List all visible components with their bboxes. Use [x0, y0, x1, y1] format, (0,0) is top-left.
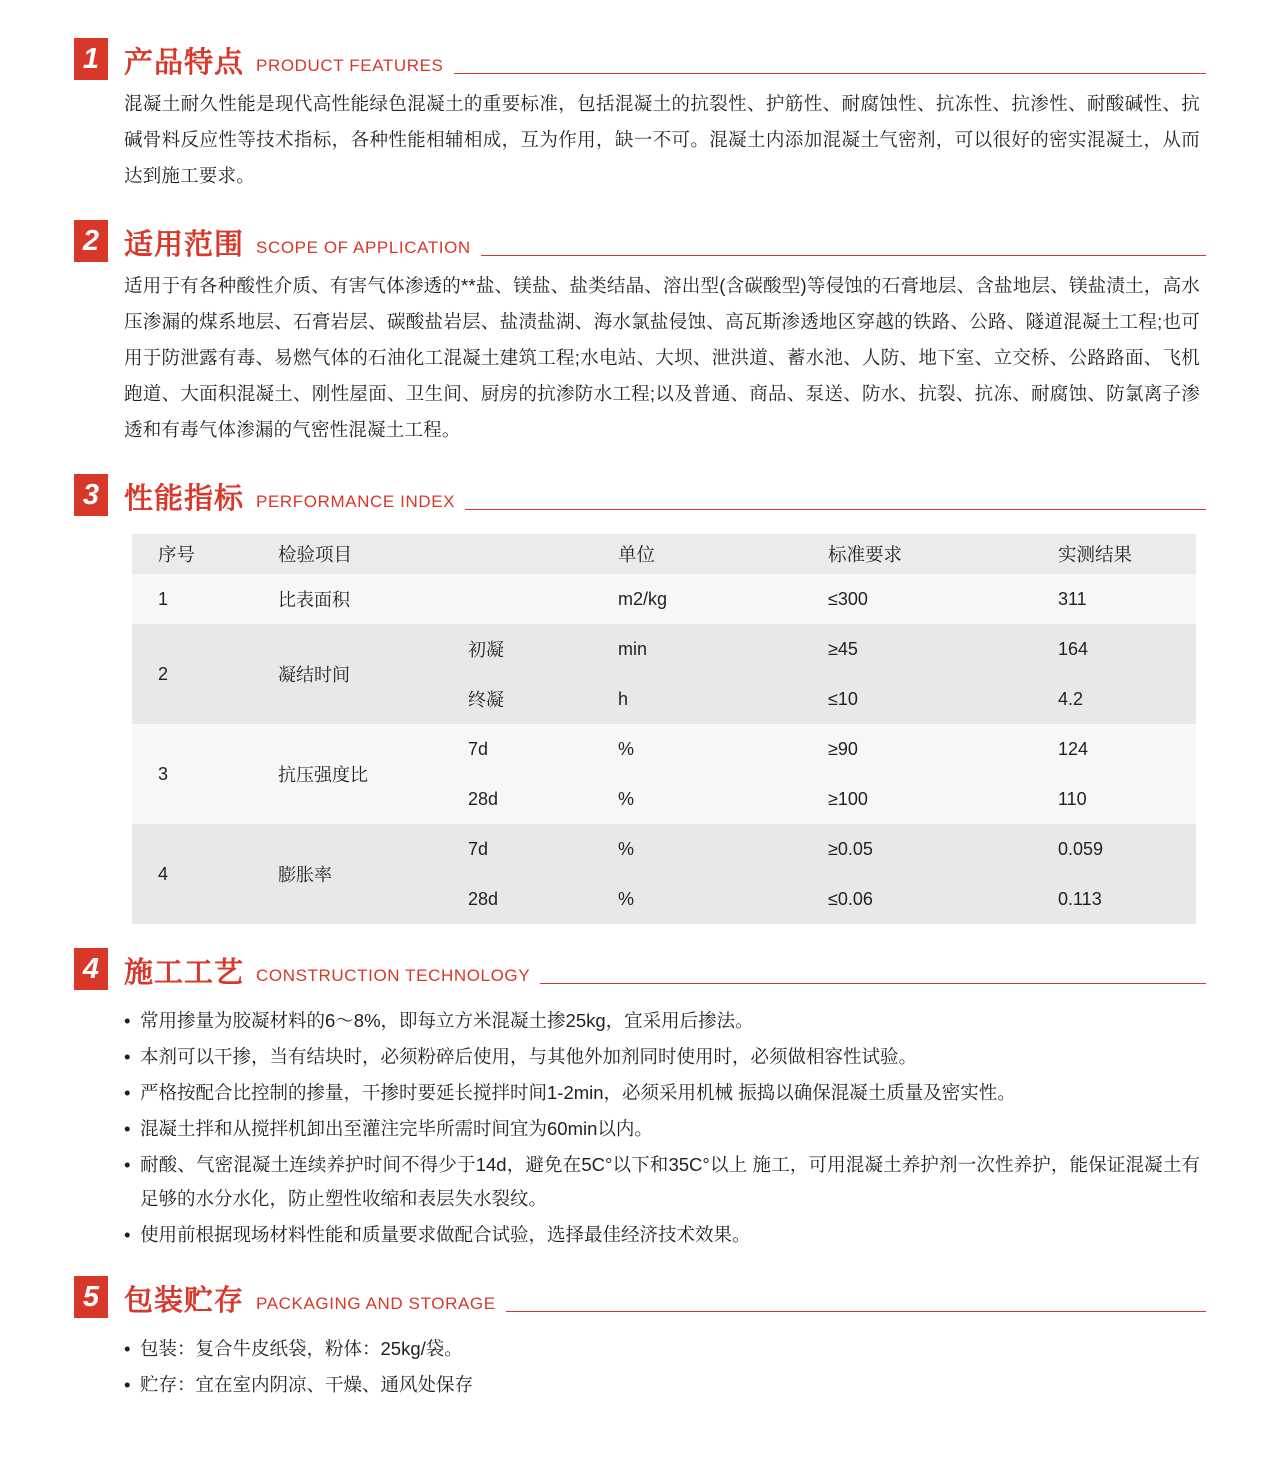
- cell-item: 膨胀率: [278, 824, 468, 924]
- bullet-icon: •: [124, 1374, 131, 1395]
- cell-unit: %: [618, 724, 828, 774]
- cell-no: 1: [132, 574, 278, 624]
- section-heading: [74, 948, 1206, 990]
- list-item-text: 包装：复合牛皮纸袋，粉体：25kg/袋。: [140, 1338, 463, 1359]
- cell-result: 311: [1058, 574, 1196, 624]
- cell-unit: h: [618, 674, 828, 724]
- list-item: [124, 1332, 1206, 1366]
- list-item-text: 贮存：宜在室内阴凉、干燥、通风处保存: [140, 1374, 474, 1395]
- section-title-en: PRODUCT FEATURES: [256, 56, 444, 75]
- table-row: [132, 824, 1196, 874]
- section-divider-line: [481, 255, 1206, 256]
- section-number-badge: 4: [74, 948, 108, 990]
- cell-subitem: 7d: [468, 724, 618, 774]
- section-construction-technology: [74, 948, 1206, 1252]
- list-item-text: 使用前根据现场材料性能和质量要求做配合试验，选择最佳经济技术效果。: [140, 1224, 751, 1245]
- section-heading: [74, 220, 1206, 262]
- cell-no: 4: [132, 824, 278, 924]
- bullet-icon: •: [124, 1224, 131, 1245]
- list-item-text: 严格按配合比控制的掺量，干掺时要延长搅拌时间1-2min，必须采用机械 振捣以确保混凝土质量及密实性。: [140, 1082, 1016, 1103]
- section-title-cn: 性能指标: [124, 483, 245, 515]
- cell-standard: ≥45: [828, 624, 1058, 674]
- bullet-icon: •: [124, 1082, 131, 1103]
- table-row: [132, 724, 1196, 774]
- section-paragraph: 适用于有各种酸性介质、有害气体渗透的**盐、镁盐、盐类结晶、溶出型(含碳酸型)等侵蚀的石膏地层、含盐地层、镁盐渍土，高水压渗漏的煤系地层、石膏岩层、碳酸盐岩层、盐渍盐湖、海水氯盐侵蚀、高瓦斯渗透地区穿越的铁路、公路、隧道混凝土工程;也可用于防泄露有毒、易燃气体的石油化工混凝土建筑工程;水电站、大坝、泄洪道、蓄水池、人防、地下室、立交桥、公路路面、飞机跑道、大面积混凝土、刚性屋面、卫生间、厨房的抗渗防水工程;以及普通、商品、泵送、防水、抗裂、抗冻、耐腐蚀、防氯离子渗透和有毒气体渗漏的气密性混凝土工程。: [124, 275, 1200, 440]
- header-cell-standard: 标准要求: [828, 534, 1058, 574]
- table-header-row: [132, 534, 1196, 574]
- list-item: [124, 1218, 1200, 1252]
- section-product-features: [74, 38, 1206, 194]
- section-title-en: PACKAGING AND STORAGE: [256, 1294, 496, 1313]
- header-cell-unit: 单位: [618, 534, 828, 574]
- cell-subitem: 7d: [468, 824, 618, 874]
- performance-index-table: [132, 534, 1196, 924]
- cell-result: 4.2: [1058, 674, 1196, 724]
- section-heading: [74, 474, 1206, 516]
- cell-standard: ≥90: [828, 724, 1058, 774]
- section-divider-line: [465, 509, 1206, 510]
- cell-no: 3: [132, 724, 278, 824]
- list-item-text: 本剂可以干掺，当有结块时，必须粉碎后使用，与其他外加剂同时使用时，必须做相容性试验。: [140, 1046, 918, 1067]
- cell-subitem: [468, 574, 618, 624]
- section-number-badge: 1: [74, 38, 108, 80]
- table-header: [132, 534, 1196, 574]
- table-body: [132, 574, 1196, 924]
- list-item: [124, 1112, 1200, 1146]
- performance-table-wrapper: [74, 534, 1206, 924]
- list-item: [124, 1148, 1200, 1216]
- cell-result: 124: [1058, 724, 1196, 774]
- construction-list: [74, 1004, 1206, 1252]
- section-divider-line: [540, 983, 1206, 984]
- cell-standard: ≤0.06: [828, 874, 1058, 924]
- list-item: [124, 1004, 1200, 1038]
- list-item: [124, 1040, 1200, 1074]
- section-divider-line: [506, 1311, 1206, 1312]
- cell-standard: ≤300: [828, 574, 1058, 624]
- section-title-cn: 包装贮存: [124, 1285, 245, 1317]
- table-row: [132, 624, 1196, 674]
- cell-item: 抗压强度比: [278, 724, 468, 824]
- bullet-icon: •: [124, 1010, 131, 1031]
- section-title-en: SCOPE OF APPLICATION: [256, 238, 471, 257]
- cell-unit: %: [618, 774, 828, 824]
- table-row: [132, 574, 1196, 624]
- cell-standard: ≥0.05: [828, 824, 1058, 874]
- list-item-text: 混凝土拌和从搅拌机卸出至灌注完毕所需时间宜为60min以内。: [140, 1118, 653, 1139]
- cell-standard: ≤10: [828, 674, 1058, 724]
- header-cell-no: 序号: [132, 534, 278, 574]
- section-number-badge: 3: [74, 474, 108, 516]
- header-cell-subitem: [468, 534, 618, 574]
- section-paragraph: 混凝土耐久性能是现代高性能绿色混凝土的重要标准，包括混凝土的抗裂性、护筋性、耐腐蚀性、抗冻性、抗渗性、耐酸碱性、抗碱骨料反应性等技术指标，各种性能相辅相成，互为作用，缺一不可。混凝土内添加混凝土气密剂，可以很好的密实混凝土，从而达到施工要求。: [124, 93, 1200, 186]
- cell-item: 比表面积: [278, 574, 468, 624]
- section-title-en: PERFORMANCE INDEX: [256, 492, 456, 511]
- cell-result: 0.113: [1058, 874, 1196, 924]
- header-cell-result: 实测结果: [1058, 534, 1196, 574]
- section-title-en: CONSTRUCTION TECHNOLOGY: [256, 966, 531, 985]
- cell-result: 110: [1058, 774, 1196, 824]
- section-number-badge: 5: [74, 1276, 108, 1318]
- bullet-icon: •: [124, 1338, 131, 1359]
- cell-subitem: 终凝: [468, 674, 618, 724]
- list-item-text: 常用掺量为胶凝材料的6～8%，即每立方米混凝土掺25kg，宜采用后掺法。: [140, 1010, 754, 1031]
- cell-unit: m2/kg: [618, 574, 828, 624]
- bullet-icon: •: [124, 1118, 131, 1139]
- cell-subitem: 28d: [468, 874, 618, 924]
- cell-unit: %: [618, 874, 828, 924]
- section-heading: [74, 1276, 1206, 1318]
- packaging-list: [74, 1332, 1206, 1402]
- cell-result: 0.059: [1058, 824, 1196, 874]
- list-item: [124, 1076, 1200, 1110]
- section-scope-of-application: [74, 220, 1206, 448]
- section-performance-index: [74, 474, 1206, 924]
- section-title-cn: 产品特点: [124, 47, 245, 79]
- section-heading: [74, 38, 1206, 80]
- section-packaging-and-storage: [74, 1276, 1206, 1402]
- section-title-cn: 施工工艺: [124, 957, 245, 989]
- section-divider-line: [454, 73, 1206, 74]
- bullet-icon: •: [124, 1154, 131, 1175]
- cell-standard: ≥100: [828, 774, 1058, 824]
- cell-no: 2: [132, 624, 278, 724]
- bullet-icon: •: [124, 1046, 131, 1067]
- cell-unit: min: [618, 624, 828, 674]
- section-title-cn: 适用范围: [124, 229, 245, 261]
- cell-subitem: 28d: [468, 774, 618, 824]
- section-number-badge: 2: [74, 220, 108, 262]
- cell-subitem: 初凝: [468, 624, 618, 674]
- list-item: [124, 1368, 1206, 1402]
- header-cell-item: 检验项目: [278, 534, 468, 574]
- list-item-text: 耐酸、气密混凝土连续养护时间不得少于14d，避免在5C°以下和35C°以上 施工，可用混凝土养护剂一次性养护，能保证混凝土有足够的水分水化，防止塑性收缩和表层失水裂纹。: [140, 1154, 1200, 1209]
- cell-unit: %: [618, 824, 828, 874]
- cell-item: 凝结时间: [278, 624, 468, 724]
- cell-result: 164: [1058, 624, 1196, 674]
